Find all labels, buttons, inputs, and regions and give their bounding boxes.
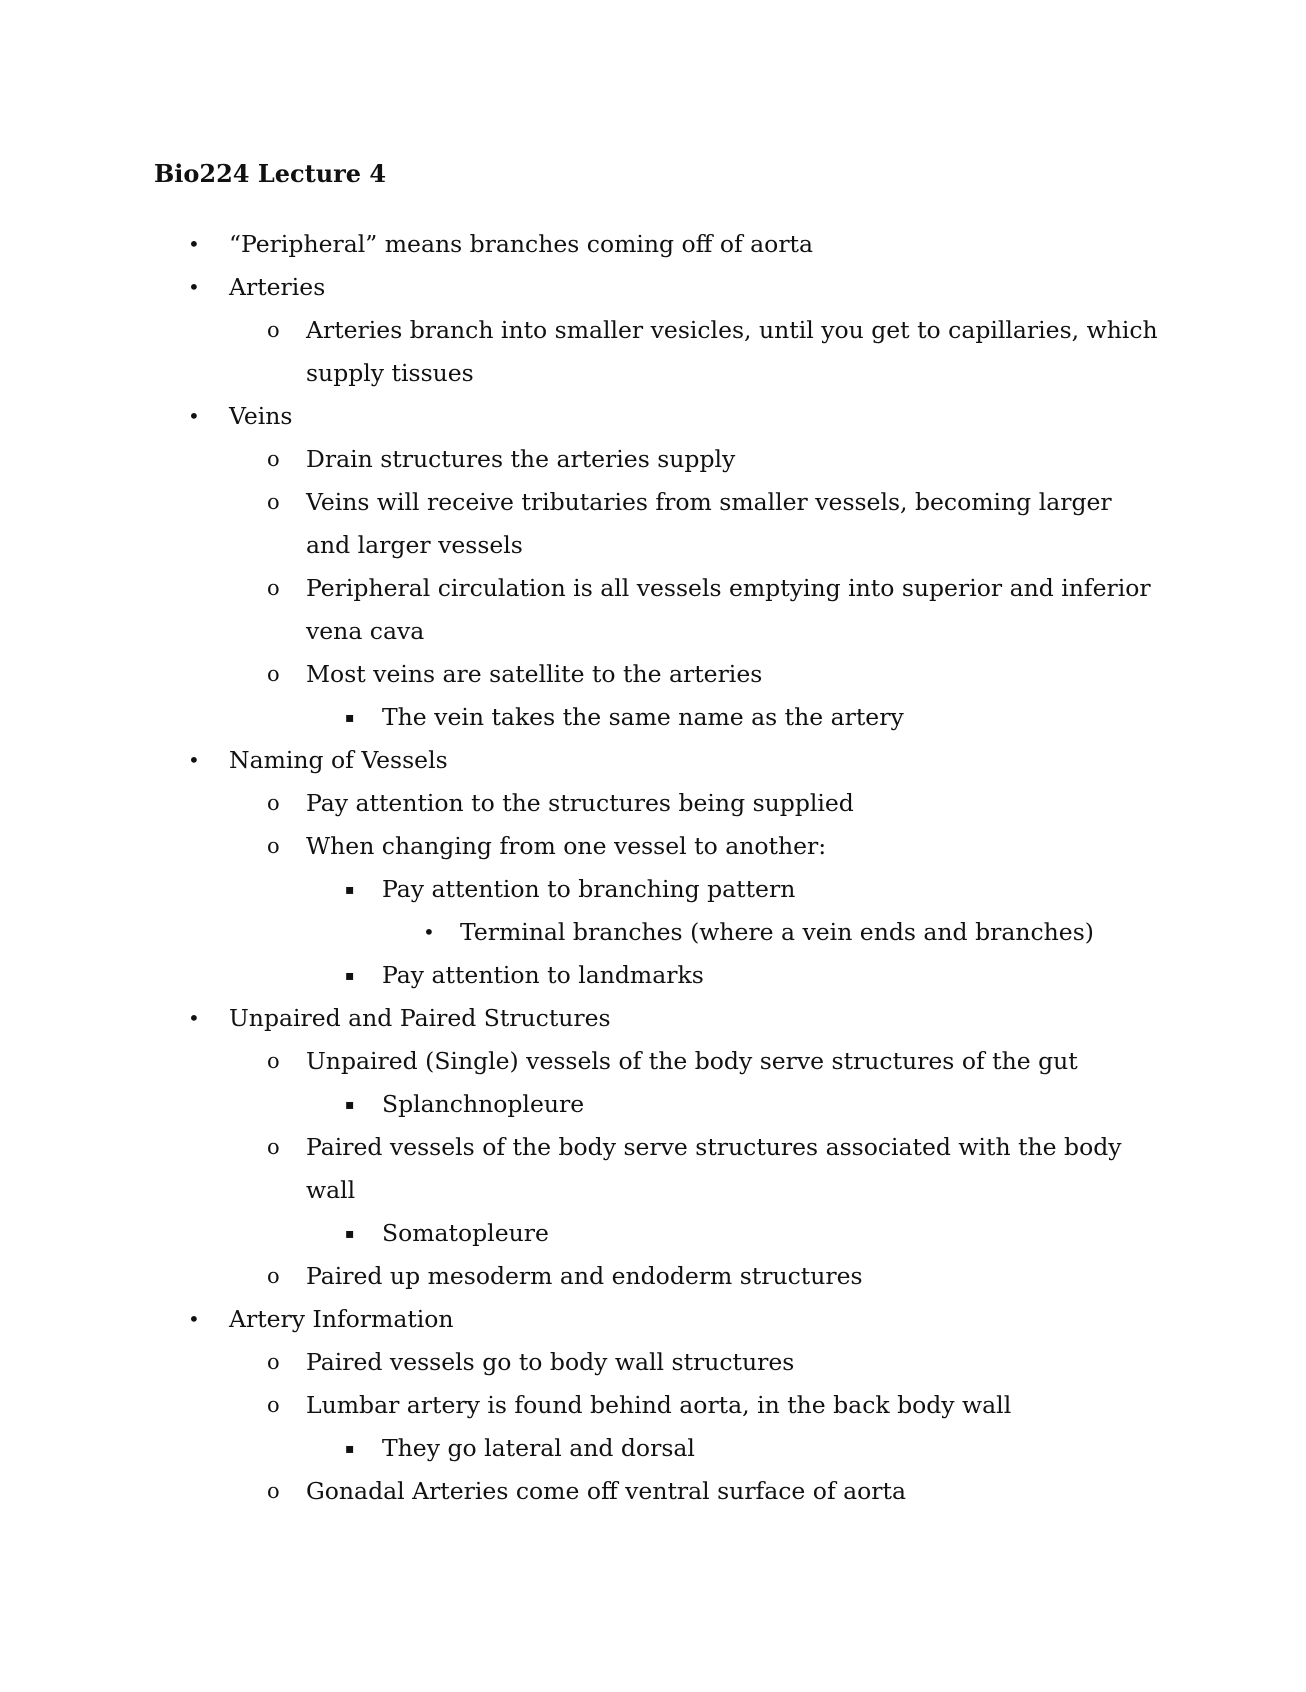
list-item-text: Drain structures the arteries supply [306,445,736,473]
list-item-text: Somatopleure [382,1219,549,1247]
list-item [0,266,1306,309]
circle-marker: o [267,1135,280,1159]
list-item-text: They go lateral and dorsal [382,1434,695,1462]
list-item-text: Peripheral circulation is all vessels emptying into superior and inferior [306,574,1151,602]
list-item-text: and larger vessels [306,531,523,559]
list-item [0,911,1306,954]
list-item-text: vena cava [306,617,425,645]
list-item-text: Pay attention to branching pattern [382,875,796,903]
list-item [0,1212,1306,1255]
circle-marker: o [267,576,280,600]
bullet-marker: • [423,920,435,944]
square-marker: ▪ [345,882,355,898]
list-item-text: Paired vessels go to body wall structures [306,1348,795,1376]
list-item [0,1083,1306,1126]
list-item [0,223,1306,266]
square-marker: ▪ [345,1226,355,1242]
list-item-text: Paired vessels of the body serve structures associated with the body [306,1133,1122,1161]
list-item [0,782,1306,825]
circle-marker: o [267,490,280,514]
list-item [0,309,1306,352]
list-item [0,1126,1306,1169]
list-item [0,997,1306,1040]
list-item [0,1255,1306,1298]
list-item-text: Most veins are satellite to the arteries [306,660,763,688]
list-item-text: When changing from one vessel to another: [306,832,827,860]
circle-marker: o [267,834,280,858]
list-item-text: Arteries [229,273,326,301]
square-marker: ▪ [345,1097,355,1113]
circle-marker: o [267,447,280,471]
list-item-text: Pay attention to landmarks [382,961,704,989]
list-item-text: The vein takes the same name as the artery [382,703,904,731]
list-item [0,868,1306,911]
list-item [0,567,1306,610]
list-item [0,1470,1306,1513]
list-item-text: Pay attention to the structures being supplied [306,789,854,817]
bullet-marker: • [188,1006,200,1030]
list-item [0,1298,1306,1341]
bullet-marker: • [188,404,200,428]
list-item-text: Paired up mesoderm and endoderm structures [306,1262,863,1290]
document-title: Bio224 Lecture 4 [154,159,387,188]
list-item [0,696,1306,739]
bullet-marker: • [188,275,200,299]
list-item-text: Veins [229,402,293,430]
circle-marker: o [267,1393,280,1417]
circle-marker: o [267,1049,280,1073]
lecture-outline [0,223,1306,1513]
circle-marker: o [267,318,280,342]
list-item-text: “Peripheral” means branches coming off of aorta [229,230,814,258]
circle-marker: o [267,662,280,686]
circle-marker: o [267,1350,280,1374]
list-item-text: Splanchnopleure [382,1090,585,1118]
list-item-text: Unpaired and Paired Structures [229,1004,611,1032]
list-item-continuation [0,1169,1306,1212]
list-item-text: Naming of Vessels [229,746,448,774]
list-item [0,481,1306,524]
list-item [0,1341,1306,1384]
list-item-text: Lumbar artery is found behind aorta, in the back body wall [306,1391,1012,1419]
list-item-text: Arteries branch into smaller vesicles, until you get to capillaries, which [306,316,1158,344]
square-marker: ▪ [345,1441,355,1457]
bullet-marker: • [188,232,200,256]
list-item-continuation [0,610,1306,653]
list-item [0,395,1306,438]
bullet-marker: • [188,1307,200,1331]
list-item [0,1040,1306,1083]
list-item-text: wall [306,1176,356,1204]
list-item-text: Terminal branches (where a vein ends and branches) [460,918,1094,946]
square-marker: ▪ [345,968,355,984]
circle-marker: o [267,1479,280,1503]
circle-marker: o [267,791,280,815]
list-item [0,954,1306,997]
list-item [0,1384,1306,1427]
list-item-text: supply tissues [306,359,474,387]
circle-marker: o [267,1264,280,1288]
list-item [0,438,1306,481]
list-item-continuation [0,352,1306,395]
list-item-continuation [0,524,1306,567]
list-item-text: Gonadal Arteries come off ventral surface of aorta [306,1477,906,1505]
list-item-text: Artery Information [229,1305,454,1333]
list-item-text: Unpaired (Single) vessels of the body serve structures of the gut [306,1047,1078,1075]
list-item [0,739,1306,782]
list-item-text: Veins will receive tributaries from smaller vessels, becoming larger [306,488,1112,516]
list-item [0,825,1306,868]
list-item [0,1427,1306,1470]
bullet-marker: • [188,748,200,772]
square-marker: ▪ [345,710,355,726]
list-item [0,653,1306,696]
